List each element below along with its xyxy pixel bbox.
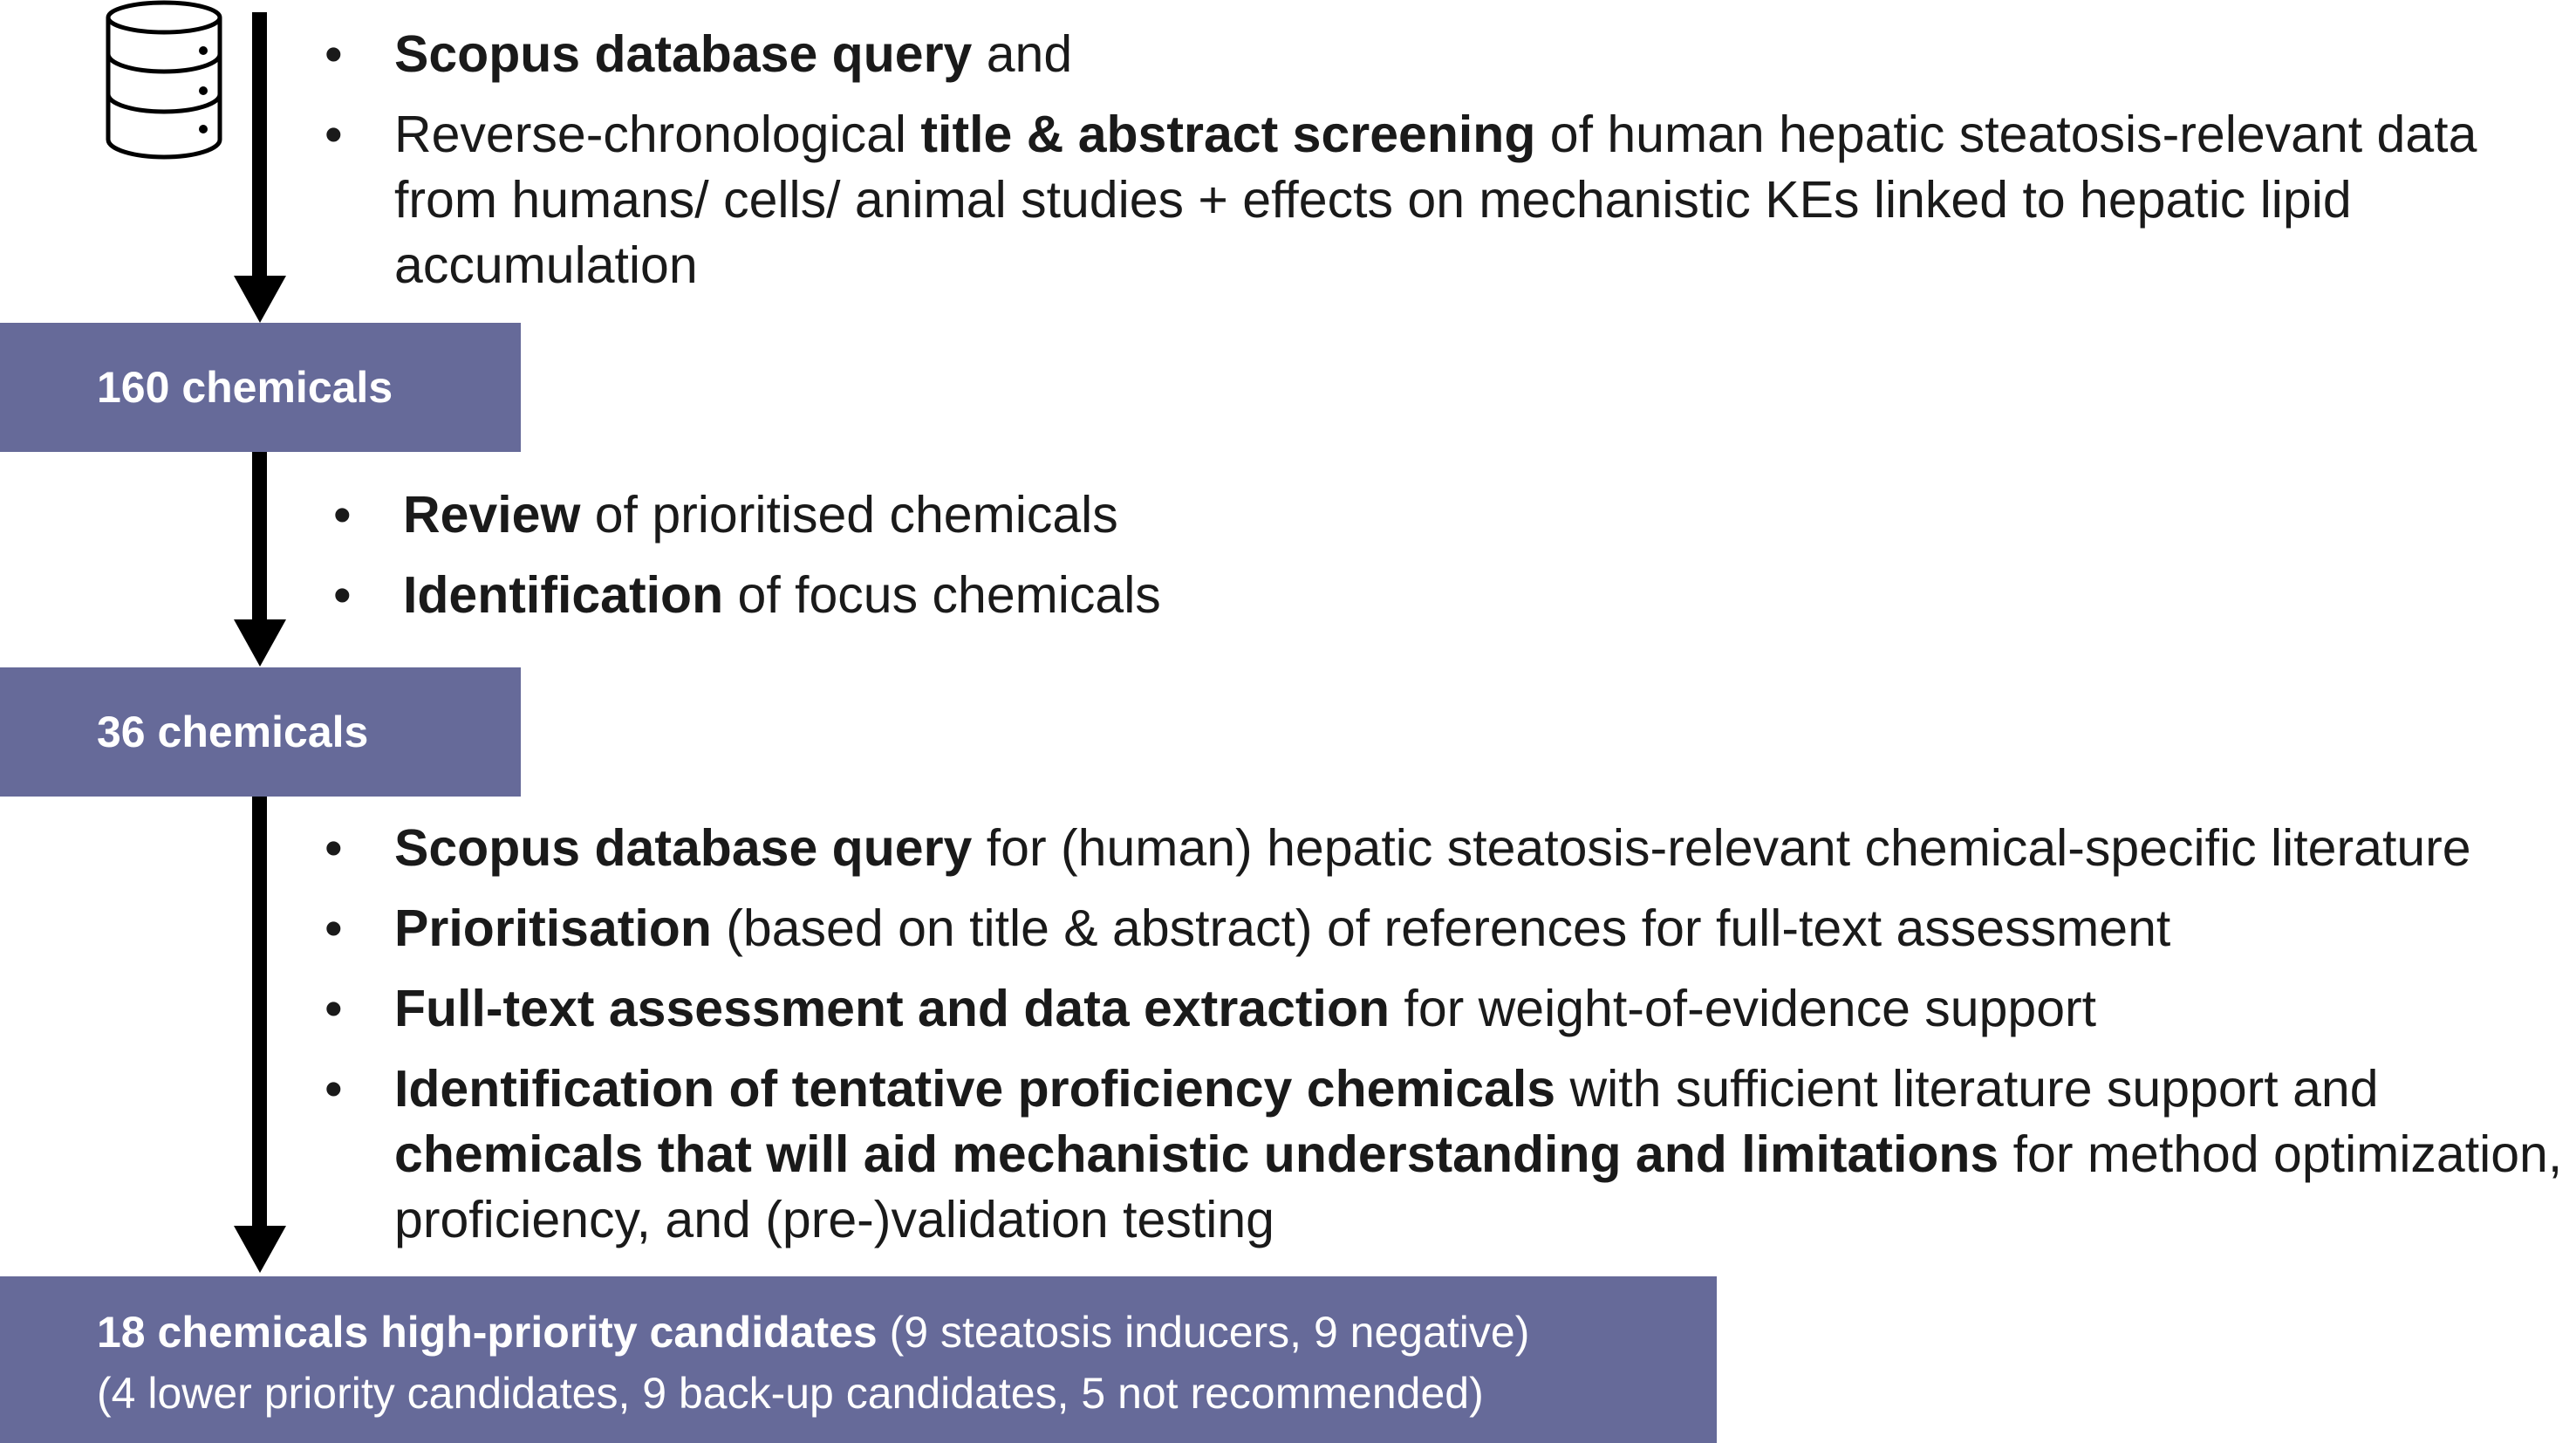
step2-list [333, 482, 1161, 628]
step3-item-text: (based on title & abstract) of references for full-text assessment [711, 899, 2171, 957]
step1-item-pre: Reverse-chronological [394, 106, 921, 163]
bullet: • [325, 819, 343, 877]
step1-item-text: and [972, 25, 1073, 83]
step3-item-bold: Prioritisation [394, 899, 712, 957]
result-box-18-chemicals [0, 1276, 1717, 1443]
step1-item-text: of human hepatic steatosis-relevant data from humans/ cells/ animal studies + effects on mechanistic KEs linked to hepatic lipid accumulation [394, 106, 2477, 294]
step1-item [325, 102, 2576, 298]
result-line-2: (4 lower priority candidates, 9 back-up candidates, 5 not recommended) [97, 1369, 1484, 1418]
database-icon [103, 0, 225, 161]
result-detail: (9 steatosis inducers, 9 negative) [877, 1308, 1530, 1357]
arrow-1-head [234, 276, 286, 323]
step1-item [325, 22, 2576, 87]
step2-item [333, 563, 1161, 628]
arrow-2-shaft [252, 452, 267, 626]
arrow-2-head [234, 619, 286, 667]
bullet: • [325, 980, 343, 1037]
result-box-160-chemicals: 160 chemicals [0, 323, 521, 452]
result-bold: 18 chemicals high-priority candidates [97, 1308, 878, 1357]
bullet: • [333, 566, 352, 624]
step3-item-mid: with sufficient literature support and [1555, 1060, 2379, 1118]
step3-item-bold: Scopus database query [394, 819, 973, 877]
step2-item-bold: Identification [403, 566, 724, 624]
bullet: • [325, 899, 343, 957]
step3-item-bold: Full-text assessment and data extraction [394, 980, 1390, 1037]
arrow-1-shaft [252, 12, 267, 283]
step2-item-text: of focus chemicals [723, 566, 1161, 624]
step3-item [325, 896, 2576, 961]
step3-item-bold: Identification of tentative proficiency chemicals [394, 1060, 1556, 1118]
bullet: • [325, 1060, 343, 1118]
step1-item-bold: Scopus database query [394, 25, 973, 83]
step2-item-text: of prioritised chemicals [580, 486, 1118, 544]
bullet: • [325, 25, 343, 83]
step3-item-bold-2: chemicals that will aid mechanistic understanding and limitations [394, 1125, 1999, 1183]
step3-item-text: for method optimization, proficiency, and (pre-)validation testing [394, 1125, 2563, 1248]
step1-list [325, 22, 2576, 298]
step3-item [325, 976, 2576, 1042]
arrow-3-head [234, 1226, 286, 1273]
step3-item-text: for weight-of-evidence support [1390, 980, 2097, 1037]
bullet: • [333, 486, 352, 544]
step2-item-bold: Review [403, 486, 581, 544]
step3-item [325, 816, 2576, 881]
result-box-36-chemicals: 36 chemicals [0, 667, 521, 797]
step2-item [333, 482, 1161, 548]
step3-item-text: for (human) hepatic steatosis-relevant chemical-specific literature [972, 819, 2471, 877]
bullet: • [325, 106, 343, 163]
step3-list [325, 816, 2576, 1253]
arrow-3-shaft [252, 797, 267, 1233]
step1-item-bold: title & abstract screening [920, 106, 1536, 163]
result-line-1 [97, 1302, 1717, 1363]
step3-item [325, 1057, 2576, 1253]
